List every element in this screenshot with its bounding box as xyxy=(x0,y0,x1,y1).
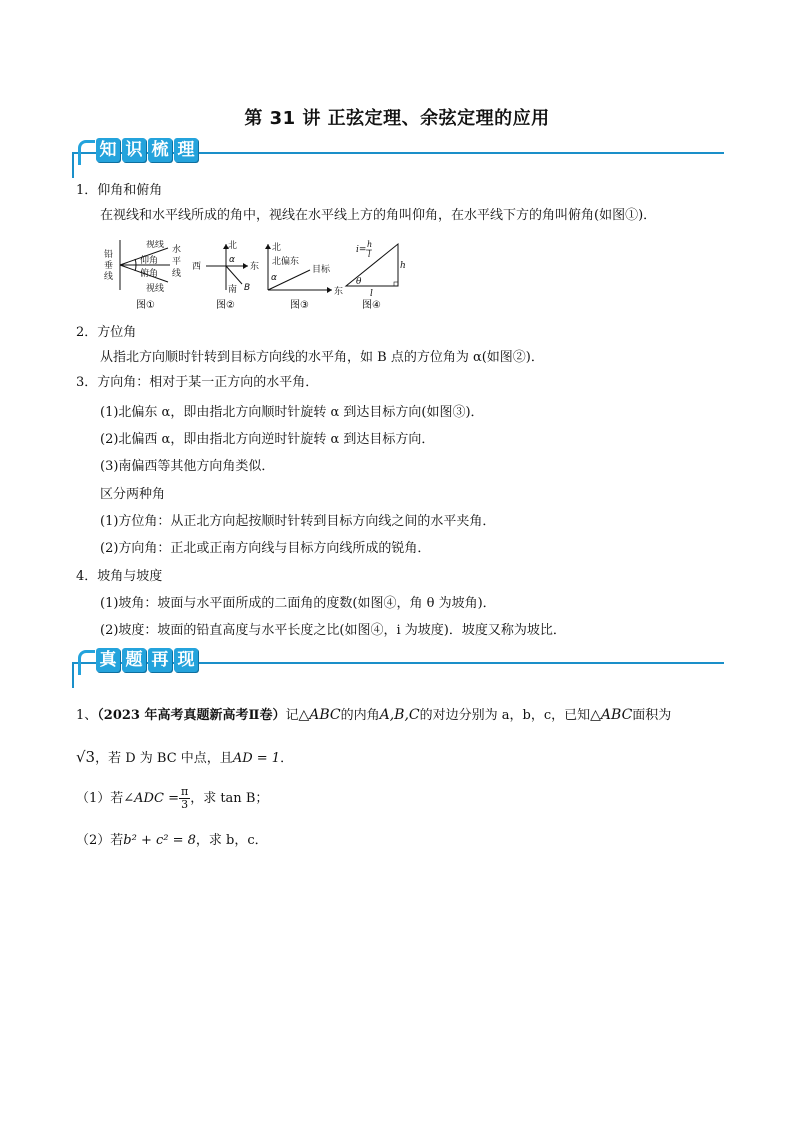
fig3-label: α xyxy=(271,273,277,283)
fig4-label: i= xyxy=(356,245,367,255)
triangle-abc: △ABC xyxy=(298,707,341,723)
section-rule-vertical xyxy=(72,664,74,688)
fig2-label: 南 xyxy=(228,285,238,295)
k3-item: (1)北偏东 α，即由指北方向顺时针旋转 α 到达目标方向(如图③)． xyxy=(100,405,484,420)
fig1-label: 视线 xyxy=(146,240,165,250)
section-rule-vertical xyxy=(72,154,74,178)
fig2-label: B xyxy=(244,283,251,293)
figure-3 xyxy=(265,241,343,297)
fig3-label: 北偏东 xyxy=(272,257,300,267)
equation-ad: AD = 1 xyxy=(232,751,281,766)
figures-svg xyxy=(100,240,420,318)
fraction-denominator: 3 xyxy=(181,798,189,811)
page-title: 第 31 讲 正弦定理、余弦定理的应用 xyxy=(244,108,550,129)
section-tag-char: 识 xyxy=(122,138,146,162)
problem-text: 的内角 xyxy=(340,708,380,723)
fig1-label: 平 xyxy=(172,257,182,267)
problem-source: （2023 年高考真题新高考Ⅱ卷） xyxy=(97,708,286,723)
section-tag-char: 理 xyxy=(174,138,198,162)
section-tag-char: 知 xyxy=(96,138,120,162)
section-tag-char: 真 xyxy=(96,648,120,672)
question-text: ，求 b，c． xyxy=(195,833,268,848)
fig4-label: l xyxy=(368,250,371,259)
problem-line-2 xyxy=(76,748,293,768)
figure-2 xyxy=(192,240,259,295)
figure-1 xyxy=(104,240,181,294)
k3-item: (1)方位角：从正北方向起按顺时针转到目标方向线之间的水平夹角． xyxy=(100,514,496,529)
k1-heading: 1．仰角和俯角 xyxy=(76,183,163,198)
fig1-label: 水 xyxy=(172,245,182,255)
k3-item: (2)方向角：正北或正南方向线与目标方向线所成的锐角． xyxy=(100,541,431,556)
section-tag-char: 题 xyxy=(122,648,146,672)
k3-heading: 3．方向角：相对于某一正方向的水平角． xyxy=(76,375,319,390)
section-header-knowledge xyxy=(72,138,724,178)
fig1-label: 仰角 xyxy=(140,256,159,266)
k3-item: (3)南偏西等其他方向角类似． xyxy=(100,459,275,474)
k1-body: 在视线和水平线所成的角中，视线在水平线上方的角叫仰角，在水平线下方的角叫俯角(如图①)． xyxy=(100,208,657,223)
fig1-label: 线 xyxy=(172,269,182,279)
question-2 xyxy=(76,832,268,850)
angle-adc: ∠ADC = xyxy=(123,791,179,806)
problem-text: ，若 D 为 BC 中点，且 xyxy=(95,751,233,766)
figure-4 xyxy=(346,240,406,299)
fig3-caption: 图③ xyxy=(290,300,309,311)
k2-body: 从指北方向顺时针转到目标方向线的水平角，如 B 点的方位角为 α(如图②)． xyxy=(100,350,544,365)
fig3-label: 目标 xyxy=(312,265,331,275)
sqrt-3: √3 xyxy=(76,748,96,766)
fig4-label: l xyxy=(370,289,373,299)
question-text: （1）若 xyxy=(76,791,124,806)
fig4-label: h xyxy=(367,240,373,249)
section-tag-char: 再 xyxy=(148,648,172,672)
section-bracket-icon xyxy=(78,140,95,165)
fig1-label: 视线 xyxy=(146,284,165,294)
problem-text: 面积为 xyxy=(632,708,672,723)
question-text: （2）若 xyxy=(76,833,124,848)
problem-text: 的对边分别为 a，b，c，已知 xyxy=(419,708,591,723)
question-1 xyxy=(76,786,268,811)
section-tag xyxy=(96,138,198,164)
fig4-label: h xyxy=(400,261,406,271)
fraction-pi-over-3 xyxy=(179,786,190,811)
section-header-exam xyxy=(72,648,724,688)
fig2-label: α xyxy=(229,255,235,265)
section-bracket-icon xyxy=(78,650,95,675)
figure-row xyxy=(100,240,420,318)
fig1-label: 铅 xyxy=(104,250,114,260)
triangle-abc: △ABC xyxy=(590,707,633,723)
fig1-caption: 图① xyxy=(136,300,155,311)
k2-heading: 2．方位角 xyxy=(76,325,137,340)
k4-item: (2)坡度：坡面的铅直高度与水平长度之比(如图④，i 为坡度)．坡度又称为坡比． xyxy=(100,623,566,638)
k3-item: 区分两种角 xyxy=(100,487,166,502)
k4-heading: 4．坡角与坡度 xyxy=(76,569,163,584)
section-tag-char: 梳 xyxy=(148,138,172,162)
equation-bc: b² + c² = 8 xyxy=(123,833,196,848)
fig3-label: 东 xyxy=(334,287,344,297)
fig3-label: 北 xyxy=(272,243,282,253)
problem-text: ． xyxy=(280,751,294,766)
angles-abc: A,B,C xyxy=(379,707,420,723)
k3-item: (2)北偏西 α，即由指北方向逆时针旋转 α 到达目标方向． xyxy=(100,432,435,447)
fig2-caption: 图② xyxy=(216,300,235,311)
fig2-label: 东 xyxy=(250,262,260,272)
fig2-label: 北 xyxy=(228,241,238,251)
section-tag xyxy=(96,648,198,674)
problem-number: 1、 xyxy=(76,708,98,723)
fig1-label: 线 xyxy=(104,272,114,282)
problem-text: 记 xyxy=(285,708,299,723)
fig1-label: 俯角 xyxy=(140,269,159,279)
question-text: ，求 tan B； xyxy=(190,791,269,806)
fig4-label: θ xyxy=(356,277,362,287)
fig1-label: 垂 xyxy=(104,261,114,271)
k4-item: (1)坡角：坡面与水平面所成的二面角的度数(如图④，角 θ 为坡角)． xyxy=(100,596,496,611)
fig4-caption: 图④ xyxy=(362,300,381,311)
fig2-label: 西 xyxy=(192,262,202,272)
problem-line-1 xyxy=(76,706,671,725)
section-tag-char: 现 xyxy=(174,648,198,672)
fraction-numerator: π xyxy=(180,785,189,798)
